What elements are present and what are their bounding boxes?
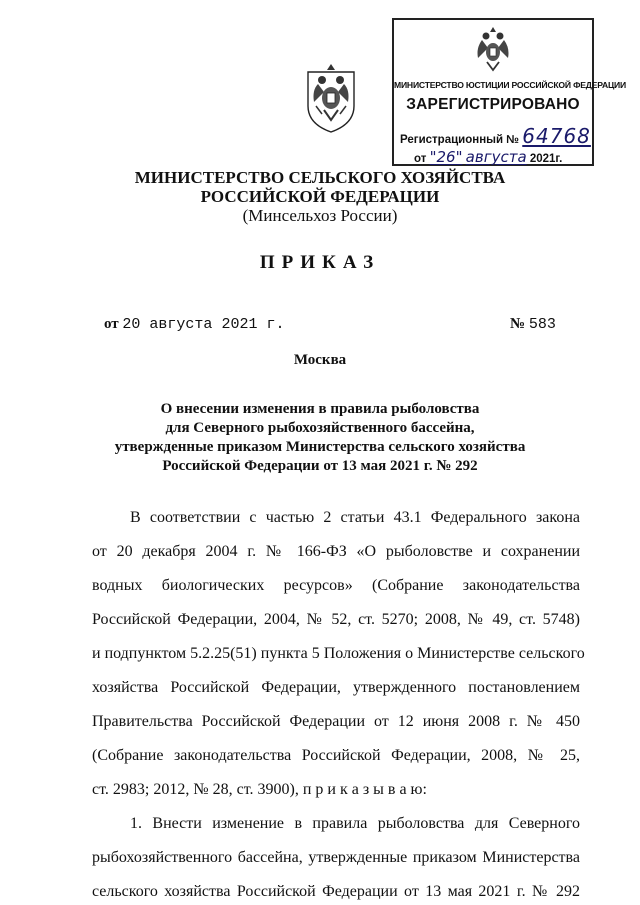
ministry-name-line1: МИНИСТЕРСТВО СЕЛЬСКОГО ХОЗЯЙСТВА: [134, 168, 506, 187]
stamp-ministry: МИНИСТЕРСТВО ЮСТИЦИИ РОССИЙСКОЙ ФЕДЕРАЦИИ: [394, 80, 627, 90]
body-line: Правительства Российской Федерации от 12 июня 2008 г. № 450: [92, 713, 580, 730]
stamp-date-month: августа: [465, 148, 527, 166]
stamp-registered: ЗАРЕГИСТРИРОВАНО: [406, 96, 580, 113]
coat-of-arms-icon: [302, 62, 360, 134]
body-line: и подпунктом 5.2.25(51) пункта 5 Положения о Министерстве сельского: [92, 645, 585, 662]
document-type: ПРИКАЗ: [259, 252, 381, 273]
stamp-date-day: "26": [429, 148, 463, 166]
body-line: рыбохозяйственного бассейна, утвержденные приказом Министерства: [92, 849, 580, 866]
body-line: 1. Внести изменение в правила рыболовства для Северного: [130, 815, 580, 832]
order-number: [510, 316, 556, 333]
body-line: сельского хозяйства Российской Федерации от 13 мая 2021 г. № 292: [92, 883, 580, 900]
subject-line: утвержденные приказом Министерства сельского хозяйства: [114, 439, 526, 455]
body-line: Российской Федерации, 2004, № 52, ст. 5270; 2008, № 49, ст. 5748): [92, 611, 580, 628]
stamp-date-year: 2021г.: [529, 153, 563, 165]
stamp-registration-line: [400, 124, 591, 148]
stamp-reg-label: Регистрационный №: [400, 134, 520, 146]
body-line: водных биологических ресурсов» (Собрание законодательства: [92, 577, 580, 594]
order-number-label: №: [510, 316, 526, 332]
body-line: ст. 2983; 2012, № 28, ст. 3900), п р и к а з ы в а ю:: [92, 781, 427, 798]
subject-line: Российской Федерации от 13 мая 2021 г. № 292: [162, 458, 478, 474]
stamp-reg-number: 64768: [522, 124, 591, 148]
order-number-value: 583: [528, 316, 556, 333]
order-date-value: 20 августа 2021 г.: [122, 316, 285, 333]
subject-line: О внесении изменения в правила рыболовства: [160, 401, 480, 417]
order-date: [104, 316, 284, 333]
stamp-date-line: [414, 148, 562, 166]
order-subject: [0, 400, 640, 476]
order-date-prefix: от: [104, 316, 119, 332]
stamp-emblem-icon: [472, 26, 514, 74]
body-line: от 20 декабря 2004 г. № 166-ФЗ «О рыболовстве и сохранении: [92, 543, 580, 560]
body-line: (Собрание законодательства Российской Федерации, 2008, № 25,: [92, 747, 580, 764]
body-line: хозяйства Российской Федерации, утвержденного постановлением: [92, 679, 580, 696]
body-line: В соответствии с частью 2 статьи 43.1 Федерального закона: [130, 509, 580, 526]
city: Москва: [293, 352, 347, 368]
stamp-date-prefix: от: [414, 153, 427, 165]
ministry-short-name: (Минсельхоз России): [242, 206, 398, 225]
subject-line: для Северного рыбохозяйственного бассейна,: [165, 420, 475, 436]
registration-stamp: [392, 18, 627, 166]
ministry-name-line2: РОССИЙСКОЙ ФЕДЕРАЦИИ: [200, 187, 440, 206]
